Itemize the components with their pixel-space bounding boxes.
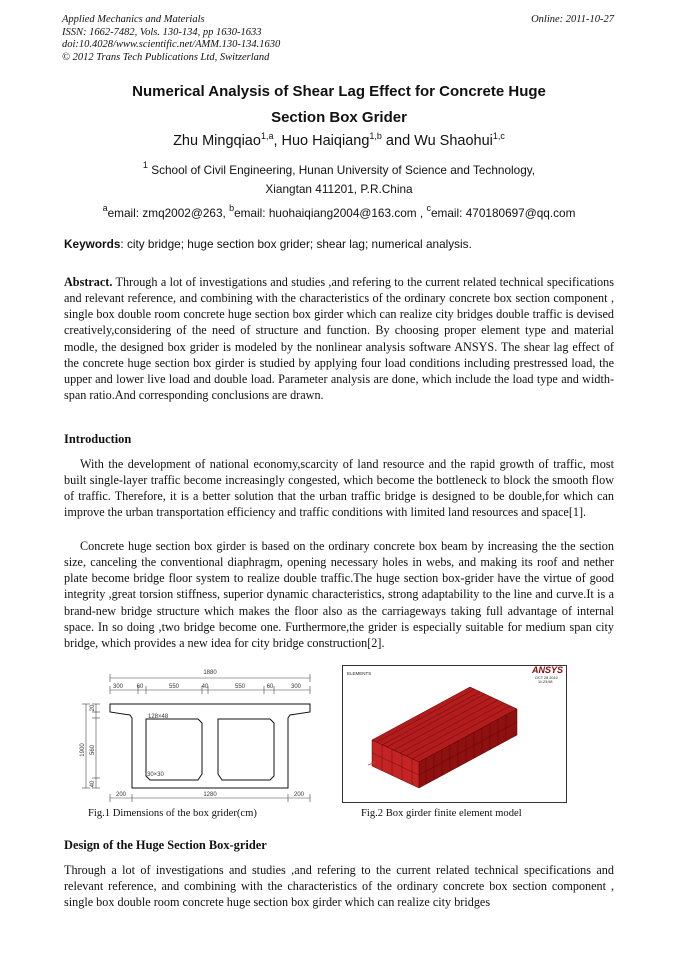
online-date: Online: 2011-10-27 [531,14,614,25]
email-a: email: zmq2002@263, [107,206,230,220]
dim-haunch-top: 128×48 [148,714,169,720]
email-sup: b [229,203,235,213]
dim-height-inner: 560 [90,744,96,756]
ansys-date: OCT 28 2010 [535,676,558,680]
dim-total-width: 1880 [203,670,217,676]
dim-bottom-right: 200 [293,792,305,798]
dim-top-segment: 60 [136,684,144,690]
author-sup: 1,c [492,131,505,141]
dim-left-small: 20 [90,704,96,712]
dim-top-segment: 40 [201,684,209,690]
dim-top-segment: 550 [168,684,180,690]
design-paragraph-1: Through a lot of investigations and studies ,and refering to the current related technical specifications and relevant reference, and combining with the characteristics of the ordinary concrete box section component , single box double room concrete huge section box girder which can realize city bridges [64,863,614,910]
dim-haunch-bottom: 30×30 [147,772,164,778]
author-name: Wu Shaohui [414,133,493,149]
email-b: email: huohaiqiang2004@163.com , [234,206,427,220]
intro-p2-text: Concrete huge section box girder is based on the ordinary concrete box beam by increasing the the section size, canceling the conventional diaphragm, opening necessary holes in webs, and making its roof and nether plate become bridge floor system to realize double traffic.The huge section box-grider have the virtue of good integrity ,great torsion stiffness, superior dynamic characteristics, strong adaptability to the line and curve.It is a brand-new bridge structure which makes the floor also as the carriageways taking full advantage of internal space. In so doing ,two bridge become one. Furthermore,the grider is especially suitable for medium span city bridge, which provides a new idea for city bridge construction[2]. [64,539,614,650]
affiliation-line1 [0,160,678,177]
keywords-label: Keywords [64,237,121,251]
dim-top-segment: 550 [234,684,246,690]
dim-bottom-mid: 1280 [203,792,217,798]
dim-left-small: 40 [90,780,96,788]
issn-line: ISSN: 1662-7482, Vols. 130-134, pp 1630-1633 [62,26,262,38]
author-list [0,131,678,149]
author-name: Huo Haiqiang [281,133,370,149]
section-heading-introduction: Introduction [64,432,132,446]
author-sup: 1,b [369,131,382,141]
doi-line: doi:10.4028/www.scientific.net/AMM.130-134.1630 [62,39,281,51]
finite-element-model-image [342,665,567,803]
figure1-caption: Fig.1 Dimensions of the box grider(cm) [88,808,257,819]
email-sup: c [426,203,431,213]
author-separator: , [273,133,282,149]
paper-title-line1: Numerical Analysis of Shear Lag Effect for Concrete Huge [132,83,546,100]
keywords [64,237,472,251]
affiliation-sup: 1 [142,160,148,170]
box-girder-section-drawing [76,666,324,806]
author-name: Zhu Mingqiao [173,133,261,149]
intro-paragraph-1 [64,456,614,521]
ansys-time: 11:23:58 [538,680,553,684]
journal-header [62,14,280,64]
abstract-text: Through a lot of investigations and studies ,and refering to the current related technical specifications and relevant reference, and combining with the characteristics of the ordinary concrete box section component , single box double room concrete huge section box girder which can realize city bridges double traffic is devised creatively,considering of the need of structure and function. By choosing proper element type and material modle, the designed box grider is modeled by the nonlinear analysis software ANSYS. The shear lag effect of the concrete huge section box girder is studied by applying four load conditions including prestressed load, the upper and lower live load and double load. Parameter analysis are done, which include the load type and width-span ratio.And corresponding conclusions are drawn. [64,275,614,403]
email-line [0,203,678,220]
affiliation-line2: Xiangtan 411201, P.R.China [265,182,413,196]
abstract [64,274,614,403]
ansys-elements-label: ELEMENTS [347,671,372,676]
section-heading-design: Design of the Huge Section Box-grider [64,838,267,852]
email-sup: a [102,203,108,213]
paper-title-line2: Section Box Grider [271,109,407,126]
dim-top-segment: 60 [266,684,274,690]
copyright-line: © 2012 Trans Tech Publications Ltd, Switzerland [62,51,270,63]
keywords-text: : city bridge; huge section box grider; shear lag; numerical analysis. [120,237,472,251]
dim-height-total: 1900 [80,743,86,757]
abstract-label: Abstract. [64,275,113,289]
author-sup: 1,a [260,131,274,141]
dim-top-segment: 300 [112,684,124,690]
figure2-caption: Fig.2 Box girder finite element model [361,808,522,819]
journal-name: Applied Mechanics and Materials [62,14,205,25]
ansys-logo: ANSYS [532,665,564,675]
email-c: email: 470180697@qq.com [430,206,576,220]
intro-p1-text: With the development of national economy,scarcity of land resource and the rapid growth of traffic, most built single-layer traffic become increasingly congested, which become the bottleneck to block the smooth flow of traffic. Therefore, it is a better solution that the urban traffic bridge is designed to be double,for which can improve the urban transportation efficiency and traffic conditions with limited land resources and space[1]. [64,457,614,520]
dim-bottom-left: 200 [115,792,127,798]
affiliation-text: School of Civil Engineering, Hunan University of Science and Technology, [147,163,536,177]
dim-top-segment: 300 [290,684,302,690]
author-separator: and [381,133,415,149]
intro-paragraph-2 [64,538,614,651]
